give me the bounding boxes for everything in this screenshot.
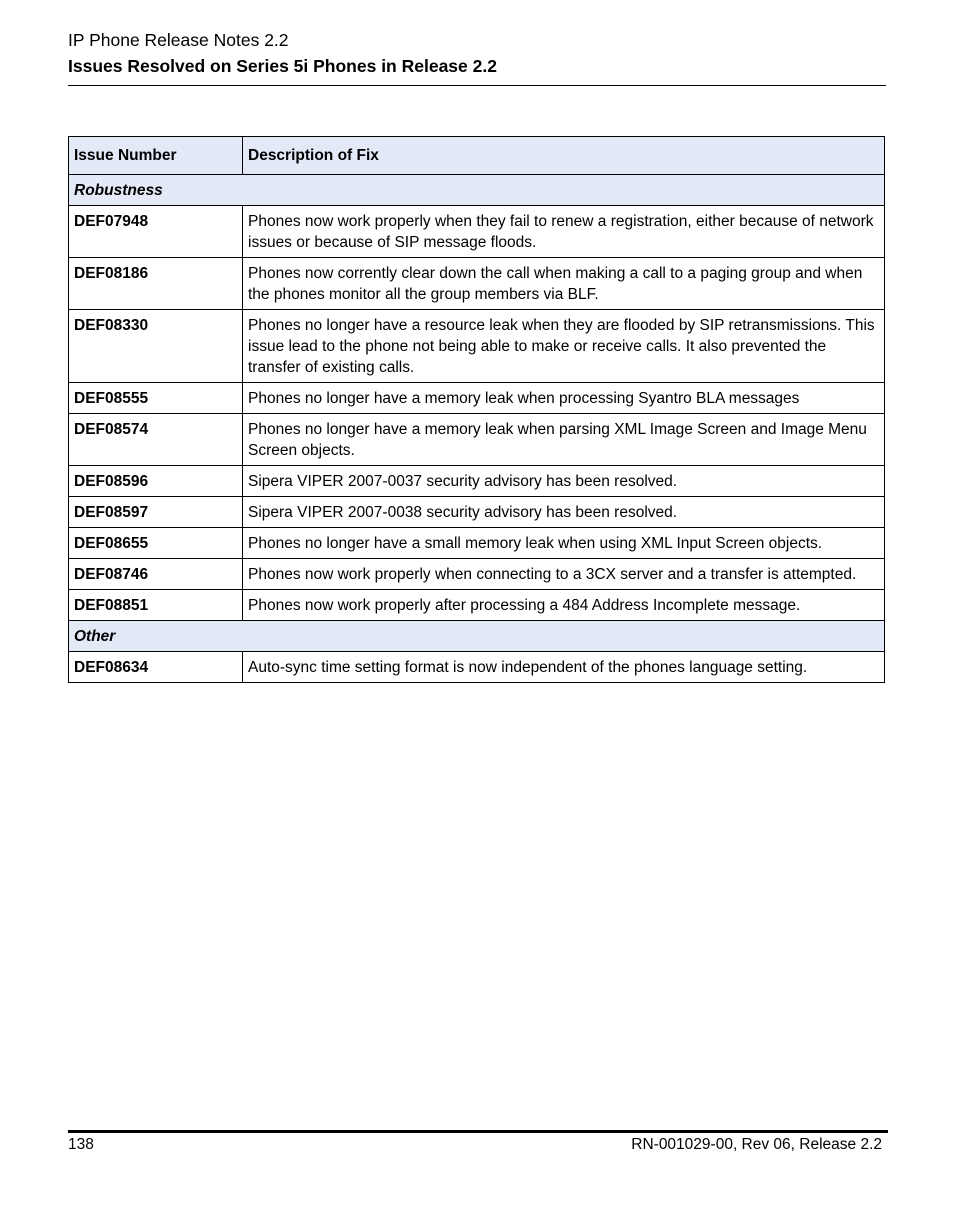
issue-number-cell: DEF08634 — [69, 652, 243, 683]
footer-divider — [68, 1130, 888, 1133]
document-header — [68, 29, 886, 77]
description-cell: Auto-sync time setting format is now independent of the phones language setting. — [243, 652, 885, 683]
issue-number-cell: DEF08596 — [69, 466, 243, 497]
column-header-description: Description of Fix — [243, 137, 885, 175]
table-row — [69, 590, 885, 621]
category-label: Other — [69, 621, 885, 652]
table-row — [69, 528, 885, 559]
description-cell: Phones no longer have a resource leak when they are flooded by SIP retransmissions. This issue lead to the phone not being able to make or receive calls. It also prevented the transfer of existing calls. — [243, 310, 885, 383]
description-cell: Sipera VIPER 2007-0038 security advisory has been resolved. — [243, 497, 885, 528]
description-cell: Sipera VIPER 2007-0037 security advisory has been resolved. — [243, 466, 885, 497]
issue-number-cell: DEF08597 — [69, 497, 243, 528]
issue-number-cell: DEF08574 — [69, 414, 243, 466]
table-row — [69, 206, 885, 258]
issue-number-cell: DEF08746 — [69, 559, 243, 590]
description-cell: Phones no longer have a small memory leak when using XML Input Screen objects. — [243, 528, 885, 559]
description-cell: Phones now work properly after processing a 484 Address Incomplete message. — [243, 590, 885, 621]
description-cell: Phones now work properly when they fail to renew a registration, either because of network issues or because of SIP message floods. — [243, 206, 885, 258]
issues-resolved-table — [68, 136, 885, 683]
page-number: 138 — [68, 1136, 94, 1153]
issue-number-cell: DEF08330 — [69, 310, 243, 383]
description-cell: Phones now corrently clear down the call when making a call to a paging group and when the phones monitor all the group members via BLF. — [243, 258, 885, 310]
table-row — [69, 310, 885, 383]
document-reference: RN-001029-00, Rev 06, Release 2.2 — [631, 1136, 882, 1153]
table-row — [69, 383, 885, 414]
description-cell: Phones now work properly when connecting to a 3CX server and a transfer is attempted. — [243, 559, 885, 590]
description-cell: Phones no longer have a memory leak when processing Syantro BLA messages — [243, 383, 885, 414]
category-label: Robustness — [69, 175, 885, 206]
table-row — [69, 652, 885, 683]
table-row — [69, 414, 885, 466]
issue-number-cell: DEF08186 — [69, 258, 243, 310]
issue-number-cell: DEF08655 — [69, 528, 243, 559]
section-title: Issues Resolved on Series 5i Phones in Release 2.2 — [68, 56, 497, 76]
table-row — [69, 497, 885, 528]
document-title: IP Phone Release Notes 2.2 — [68, 30, 289, 50]
column-header-issue-number: Issue Number — [69, 137, 243, 175]
category-row-robustness — [69, 175, 885, 206]
table-row — [69, 258, 885, 310]
description-cell: Phones no longer have a memory leak when parsing XML Image Screen and Image Menu Screen objects. — [243, 414, 885, 466]
issue-number-cell: DEF08555 — [69, 383, 243, 414]
issue-number-cell: DEF07948 — [69, 206, 243, 258]
header-divider — [68, 85, 886, 86]
table-header-row — [69, 137, 885, 175]
category-row-other — [69, 621, 885, 652]
issue-number-cell: DEF08851 — [69, 590, 243, 621]
table-row — [69, 466, 885, 497]
table-row — [69, 559, 885, 590]
